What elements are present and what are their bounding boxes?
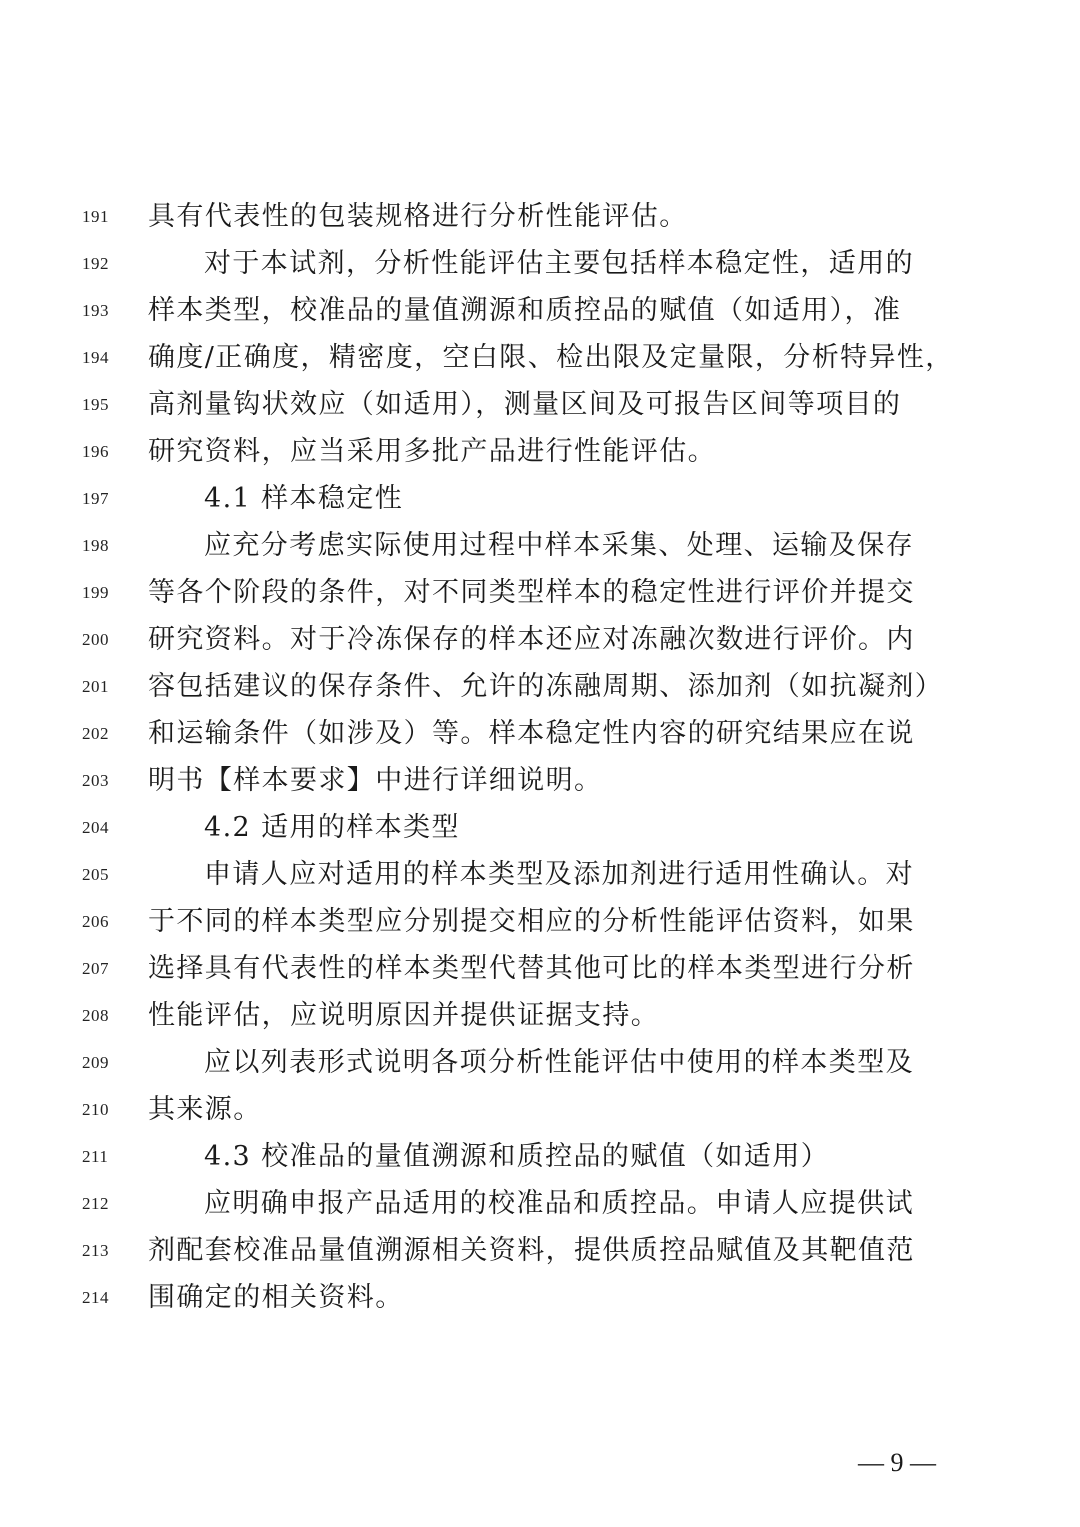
paragraph-text: 于不同的样本类型应分别提交相应的分析性能评估资料，如果 [148,906,915,937]
line-number: 213 [82,1241,109,1260]
text-line [0,855,1080,902]
line-number: 204 [82,818,109,837]
section-heading: 4.2 适用的样本类型 [204,812,460,843]
page-number: — 9 — [858,1448,936,1477]
paragraph-text: 其来源。 [148,1094,262,1125]
text-line [0,902,1080,949]
line-number: 195 [82,395,109,414]
line-number: 214 [82,1288,109,1307]
paragraph-text: 明书【样本要求】中进行详细说明。 [148,765,603,796]
paragraph-text: 高剂量钩状效应（如适用），测量区间及可报告区间等项目的 [148,389,902,420]
line-number: 203 [82,771,109,790]
text-line [0,479,1080,526]
paragraph-text: 容包括建议的保存条件、允许的冻融周期、添加剂（如抗凝剂） [148,671,944,702]
text-line [0,1231,1080,1278]
paragraph-text: 应充分考虑实际使用过程中样本采集、处理、运输及保存 [204,530,914,561]
text-line [0,1090,1080,1137]
section-heading: 4.3 校准品的量值溯源和质控品的赋值（如适用） [204,1141,830,1172]
text-line [0,667,1080,714]
paragraph-text: 性能评估，应说明原因并提供证据支持。 [148,1000,660,1031]
paragraph-text: 等各个阶段的条件，对不同类型样本的稳定性进行评价并提交 [148,577,915,608]
paragraph-text: 和运输条件（如涉及）等。样本稳定性内容的研究结果应在说 [148,718,915,749]
text-line [0,338,1080,385]
text-line [0,1137,1080,1184]
line-number: 205 [82,865,109,884]
paragraph-text: 申请人应对适用的样本类型及添加剂进行适用性确认。对 [204,859,914,890]
line-number: 209 [82,1053,109,1072]
line-number: 201 [82,677,109,696]
paragraph-text: 对于本试剂，分析性能评估主要包括样本稳定性，适用的 [204,248,914,279]
line-number: 202 [82,724,109,743]
line-number: 210 [82,1100,109,1119]
paragraph-text: 应以列表形式说明各项分析性能评估中使用的样本类型及 [204,1047,914,1078]
text-line [0,949,1080,996]
line-number: 197 [82,489,109,508]
text-line [0,197,1080,244]
text-line [0,291,1080,338]
line-number: 196 [82,442,109,461]
line-number: 192 [82,254,109,273]
line-number: 193 [82,301,109,320]
line-number: 198 [82,536,109,555]
paragraph-text: 选择具有代表性的样本类型代替其他可比的样本类型进行分析 [148,953,915,984]
text-line [0,1043,1080,1090]
line-number: 207 [82,959,109,978]
text-line [0,714,1080,761]
line-number: 206 [82,912,109,931]
line-number: 212 [82,1194,109,1213]
section-heading: 4.1 样本稳定性 [204,483,404,514]
line-number: 208 [82,1006,109,1025]
paragraph-text: 剂配套校准品量值溯源相关资料，提供质控品赋值及其靶值范 [148,1235,915,1266]
text-line [0,808,1080,855]
paragraph-text: 围确定的相关资料。 [148,1282,404,1313]
text-line [0,432,1080,479]
text-line [0,526,1080,573]
paragraph-text: 应明确申报产品适用的校准品和质控品。申请人应提供试 [204,1188,914,1219]
line-number: 199 [82,583,109,602]
line-number: 200 [82,630,109,649]
text-line [0,1184,1080,1231]
paragraph-text: 研究资料，应当采用多批产品进行性能评估。 [148,436,716,467]
paragraph-text: 具有代表性的包装规格进行分析性能评估。 [148,201,688,232]
paragraph-text: 确度/正确度，精密度，空白限、检出限及定量限，分析特异性， [148,342,954,373]
line-number: 191 [82,207,109,226]
line-number: 211 [82,1147,109,1166]
paragraph-text: 样本类型，校准品的量值溯源和质控品的赋值（如适用），准 [148,295,902,326]
text-line [0,996,1080,1043]
text-line [0,620,1080,667]
text-line [0,244,1080,291]
text-line [0,385,1080,432]
paragraph-text: 研究资料。对于冷冻保存的样本还应对冻融次数进行评价。内 [148,624,915,655]
text-line [0,1278,1080,1325]
line-number: 194 [82,348,109,367]
text-line [0,573,1080,620]
text-line [0,761,1080,808]
